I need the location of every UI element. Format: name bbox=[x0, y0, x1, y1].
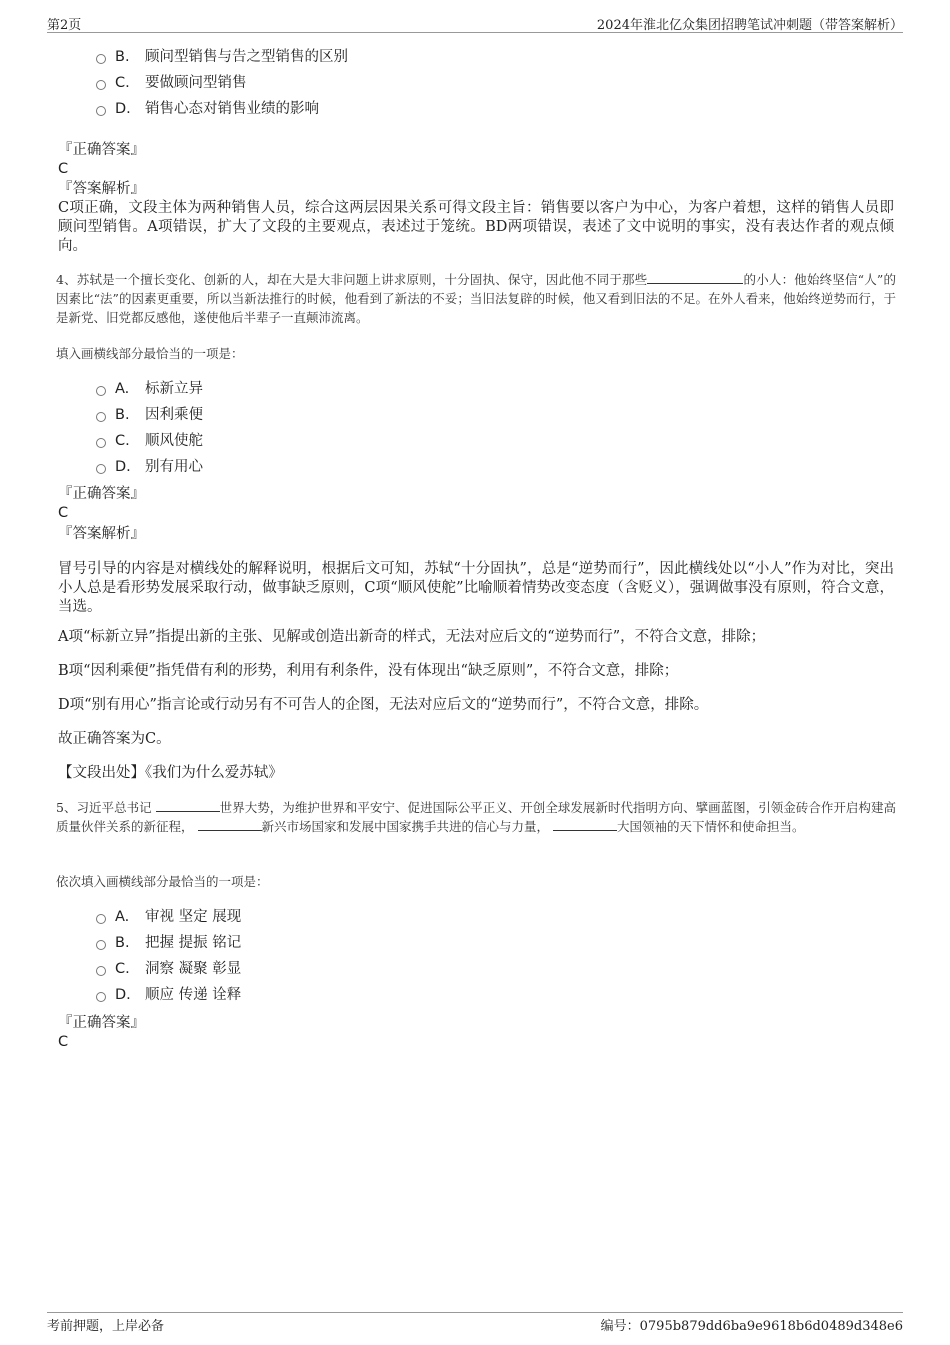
analysis-paragraph: B项“因利乘便”指凭借有利的形势，利用有利条件，没有体现出“缺乏原则”，不符合文意，排除； bbox=[58, 663, 679, 679]
option-q3-d[interactable]: D. 销售心态对销售业绩的影响 bbox=[96, 99, 319, 119]
radio-icon[interactable] bbox=[96, 914, 106, 924]
radio-icon[interactable] bbox=[96, 412, 106, 422]
option-q5-d[interactable]: D. 顺应 传递 诠释 bbox=[96, 985, 241, 1005]
option-q5-a[interactable]: A. 审视 坚定 展现 bbox=[96, 907, 241, 927]
option-q5-b[interactable]: B. 把握 提振 铭记 bbox=[96, 933, 241, 953]
page-number: 第2页 bbox=[47, 18, 82, 33]
answer-label: 『正确答案』 bbox=[58, 1015, 145, 1031]
source-citation: 【文段出处】《我们为什么爱苏轼》 bbox=[58, 765, 283, 781]
footer-slogan: 考前押题，上岸必备 bbox=[47, 1319, 165, 1334]
page-header bbox=[47, 14, 903, 33]
radio-icon[interactable] bbox=[96, 464, 106, 474]
document-id: 编号：0795b879dd6ba9e9618b6d0489d348e6 bbox=[600, 1319, 903, 1334]
radio-icon[interactable] bbox=[96, 438, 106, 448]
radio-icon[interactable] bbox=[96, 54, 106, 64]
fill-blank bbox=[156, 799, 220, 812]
answer-label: 『正确答案』 bbox=[58, 486, 145, 502]
document-title: 2024年淮北亿众集团招聘笔试冲刺题（带答案解析） bbox=[596, 18, 903, 33]
question-stem: 4、苏轼是一个擅长变化、创新的人，却在大是大非问题上讲求原则，十分固执、保守，因此他不同于那些 的小人：他始终坚信“人”的因素比“法”的因素更重要，所以当新法推行的时候，他看到了新法的不妥；当旧法复辟的时候，他又看到旧法的不足。在外人看来，他始终逆势而行，于是新党、旧党都反感他，遂使他后半辈子一直颠沛流离。 bbox=[56, 272, 896, 325]
answer-value: C bbox=[58, 161, 69, 177]
analysis-label: 『答案解析』 bbox=[58, 526, 145, 542]
option-q4-a[interactable]: A. 标新立异 bbox=[96, 379, 203, 399]
analysis-text: C项正确，文段主体为两种销售人员，综合这两层因果关系可得文段主旨：销售要以客户为中心，为客户着想，这样的销售人员即顾问型销售。A项错误，扩大了文段的主要观点，表述过于笼统。BD两项错误，表述了文中说明的事实，没有表达作者的观点倾向。 bbox=[58, 200, 894, 254]
analysis-paragraph: 冒号引导的内容是对横线处的解释说明，根据后文可知，苏轼“十分固执”，总是“逆势而行”，因此横线处以“小人”作为对比，突出小人总是看形势发展采取行动，做事缺乏原则，C项“顺风使舵”比喻顺着情势改变态度（含贬义），强调做事没有原则，符合文意，当选。 bbox=[58, 561, 894, 615]
radio-icon[interactable] bbox=[96, 940, 106, 950]
radio-icon[interactable] bbox=[96, 966, 106, 976]
option-q3-c[interactable]: C. 要做顾问型销售 bbox=[96, 73, 247, 93]
radio-icon[interactable] bbox=[96, 80, 106, 90]
radio-icon[interactable] bbox=[96, 106, 106, 116]
question-prompt: 填入画横线部分最恰当的一项是： bbox=[56, 346, 244, 361]
question-prompt: 依次填入画横线部分最恰当的一项是： bbox=[56, 874, 269, 889]
answer-value: C bbox=[58, 505, 69, 521]
answer-label: 『正确答案』 bbox=[58, 142, 145, 158]
analysis-paragraph: D项“别有用心”指言论或行动另有不可告人的企图，无法对应后文的“逆势而行”，不符合文意，排除。 bbox=[58, 697, 709, 713]
radio-icon[interactable] bbox=[96, 386, 106, 396]
answer-value: C bbox=[58, 1034, 69, 1050]
fill-blank bbox=[553, 818, 617, 831]
option-q4-b[interactable]: B. 因利乘便 bbox=[96, 405, 203, 425]
option-q5-c[interactable]: C. 洞察 凝聚 彰显 bbox=[96, 959, 241, 979]
option-q3-b[interactable]: B. 顾问型销售与告之型销售的区别 bbox=[96, 47, 348, 67]
analysis-label: 『答案解析』 bbox=[58, 181, 145, 197]
fill-blank bbox=[647, 271, 743, 284]
analysis-paragraph: A项“标新立异”指提出新的主张、见解或创造出新奇的样式，无法对应后文的“逆势而行”，不符合文意，排除； bbox=[58, 629, 766, 645]
analysis-paragraph: 故正确答案为C。 bbox=[58, 731, 171, 747]
option-q4-d[interactable]: D. 别有用心 bbox=[96, 457, 203, 477]
option-q4-c[interactable]: C. 顺风使舵 bbox=[96, 431, 203, 451]
radio-icon[interactable] bbox=[96, 992, 106, 1002]
page-footer bbox=[47, 1312, 903, 1335]
fill-blank bbox=[198, 818, 262, 831]
question-stem: 5、习近平总书记 世界大势，为维护世界和平安宁、促进国际公平正义、开创全球发展新时代指明方向、擘画蓝图，引领金砖合作开启构建高质量伙伴关系的新征程， 新兴市场国家和发展中国家携手共进的信心与力量， 大国领袖的天下情怀和使命担当。 bbox=[56, 800, 896, 834]
